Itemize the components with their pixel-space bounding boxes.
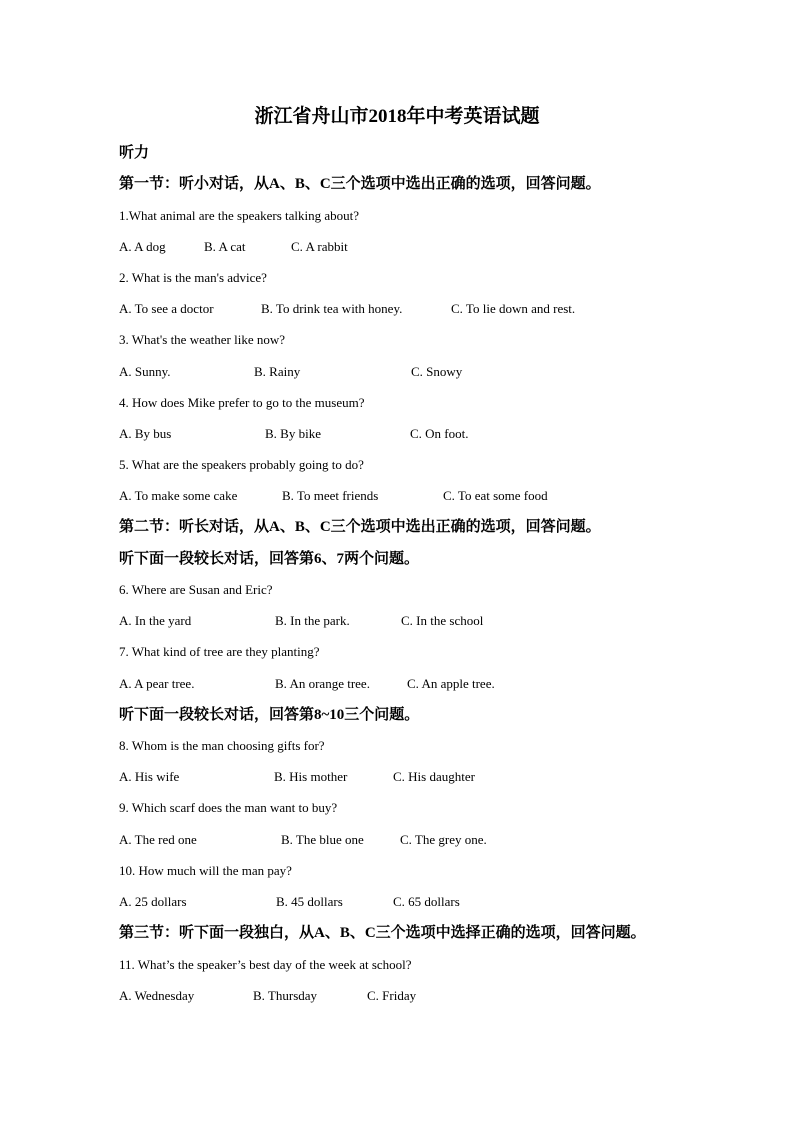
q1-option-c: C. A rabbit (291, 239, 348, 254)
question-8: 8. Whom is the man choosing gifts for? (119, 738, 325, 753)
q3-option-a: A. Sunny. (119, 364, 171, 379)
q8-option-a: A. His wife (119, 769, 180, 784)
question-9: 9. Which scarf does the man want to buy? (119, 800, 338, 815)
q2-option-c: C. To lie down and rest. (451, 301, 576, 316)
question-3: 3. What's the weather like now? (119, 332, 285, 347)
section2-sub2: 听下面一段较长对话，回答第8~10三个问题。 (119, 707, 420, 723)
q1-option-a: A. A dog (119, 239, 166, 254)
q6-option-b: B. In the park. (275, 613, 350, 628)
q4-option-a: A. By bus (119, 426, 172, 441)
q2-option-b: B. To drink tea with honey. (261, 301, 403, 316)
question-5: 5. What are the speakers probably going to do? (119, 457, 364, 472)
q5-option-c: C. To eat some food (443, 488, 548, 503)
part-label: 听力 (119, 145, 150, 161)
q10-option-c: C. 65 dollars (393, 894, 460, 909)
question-6: 6. Where are Susan and Eric? (119, 582, 273, 597)
q7-option-c: C. An apple tree. (407, 676, 495, 691)
question-2: 2. What is the man's advice? (119, 270, 267, 285)
question-4: 4. How does Mike prefer to go to the museum? (119, 395, 365, 410)
q8-option-c: C. His daughter (393, 769, 475, 784)
q7-option-a: A. A pear tree. (119, 676, 195, 691)
question-1: 1.What animal are the speakers talking about? (119, 208, 360, 223)
q10-option-b: B. 45 dollars (276, 894, 343, 909)
page-title: 浙江省舟山市2018年中考英语试题 (254, 106, 540, 127)
question-10: 10. How much will the man pay? (119, 863, 292, 878)
q11-option-c: C. Friday (367, 988, 417, 1003)
q6-option-c: C. In the school (401, 613, 484, 628)
q5-option-a: A. To make some cake (119, 488, 238, 503)
section3-heading: 第三节：听下面一段独白，从A、B、C三个选项中选择正确的选项，回答问题。 (119, 925, 646, 941)
q9-option-a: A. The red one (119, 832, 197, 847)
section2-heading: 第二节：听长对话，从A、B、C三个选项中选出正确的选项，回答问题。 (119, 519, 601, 535)
q5-option-b: B. To meet friends (282, 488, 379, 503)
q7-option-b: B. An orange tree. (275, 676, 370, 691)
q8-option-b: B. His mother (274, 769, 348, 784)
q9-option-b: B. The blue one (281, 832, 364, 847)
section2-sub1: 听下面一段较长对话，回答第6、7两个问题。 (119, 551, 420, 567)
q3-option-b: B. Rainy (254, 364, 301, 379)
q10-option-a: A. 25 dollars (119, 894, 187, 909)
q11-option-a: A. Wednesday (119, 988, 195, 1003)
question-11: 11. What’s the speaker’s best day of the week at school? (119, 957, 412, 972)
section1-heading: 第一节：听小对话，从A、B、C三个选项中选出正确的选项，回答问题。 (119, 176, 601, 192)
q4-option-b: B. By bike (265, 426, 321, 441)
q3-option-c: C. Snowy (411, 364, 463, 379)
q6-option-a: A. In the yard (119, 613, 192, 628)
q11-option-b: B. Thursday (253, 988, 318, 1003)
q2-option-a: A. To see a doctor (119, 301, 214, 316)
q1-option-b: B. A cat (204, 239, 246, 254)
question-7: 7. What kind of tree are they planting? (119, 644, 320, 659)
q4-option-c: C. On foot. (410, 426, 469, 441)
q9-option-c: C. The grey one. (400, 832, 487, 847)
